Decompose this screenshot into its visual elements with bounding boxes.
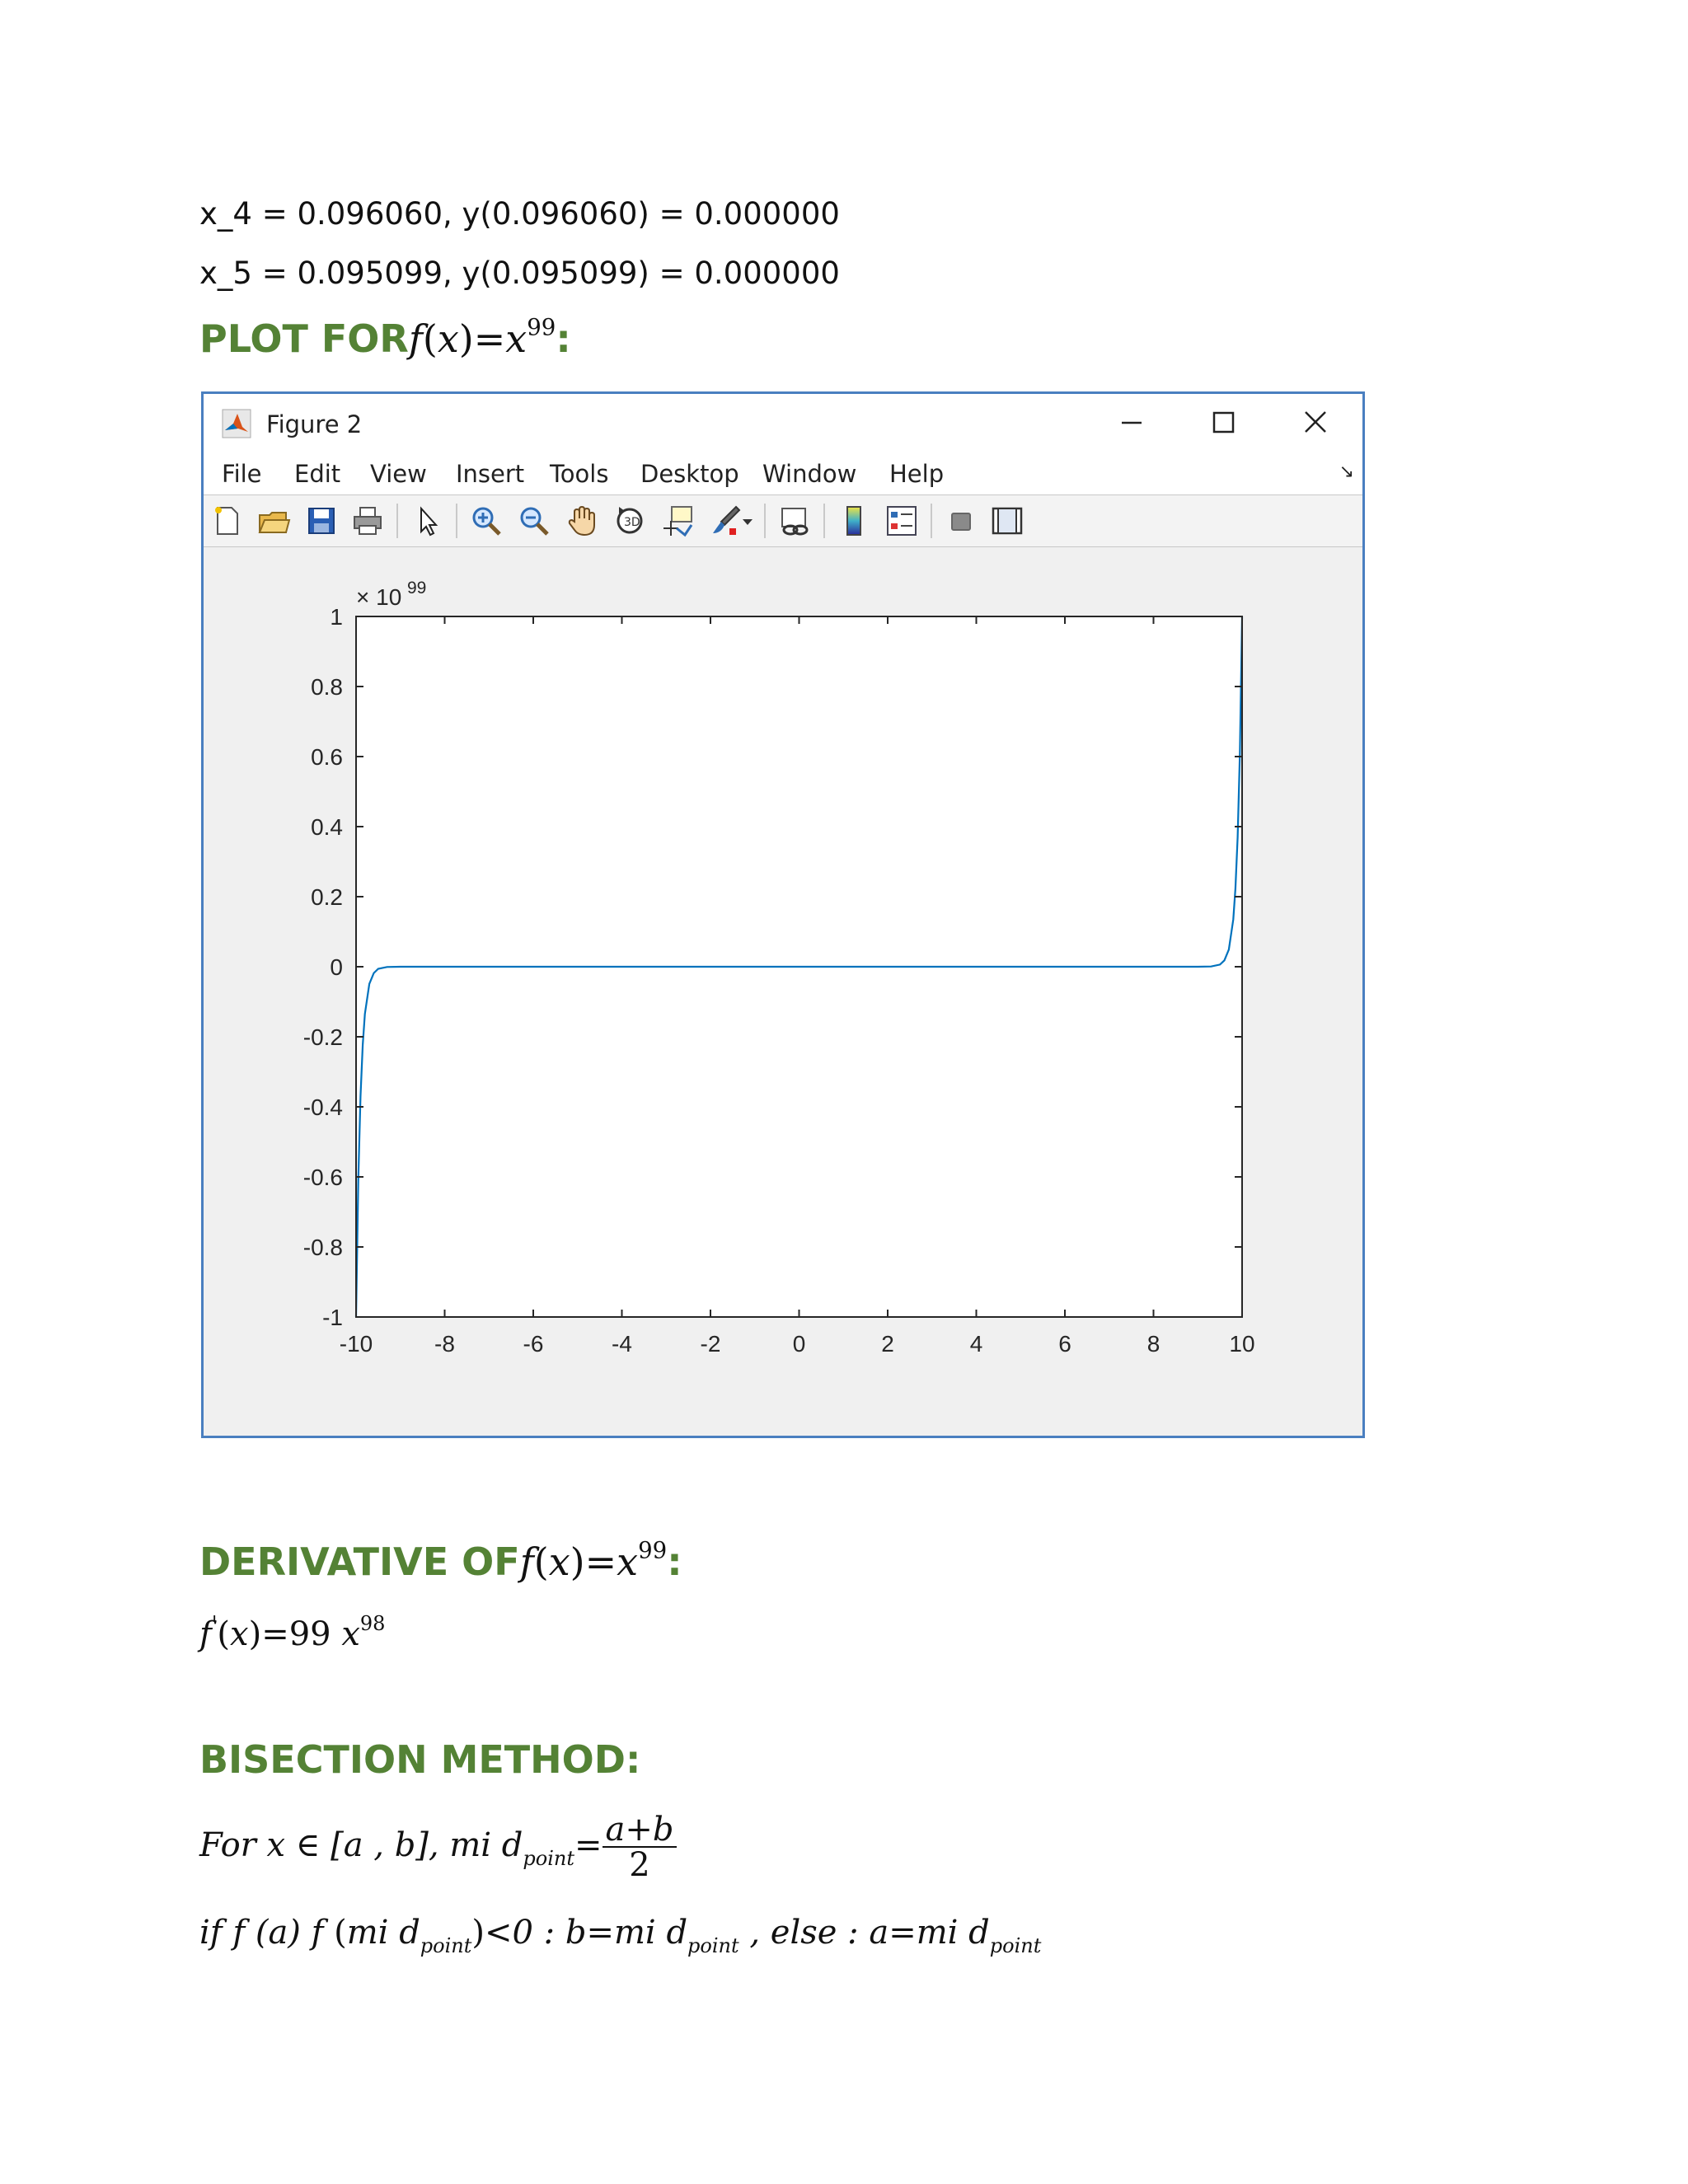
formula-base: x xyxy=(341,1615,360,1653)
pan-icon[interactable] xyxy=(565,504,599,538)
formula-eq: = xyxy=(584,1540,617,1584)
formula-var: x xyxy=(230,1615,249,1653)
formula-paren: ) xyxy=(248,1615,262,1653)
plot-heading-colon: : xyxy=(556,316,571,361)
formula-prime: ' xyxy=(211,1612,218,1635)
new-figure-icon[interactable] xyxy=(210,504,245,538)
formula-mid: mi d xyxy=(449,1826,523,1864)
formula-paren: ( xyxy=(334,1914,347,1952)
x-tick-label: -6 xyxy=(523,1331,544,1357)
formula-mid: mi d xyxy=(916,1914,990,1952)
menu-file[interactable]: File xyxy=(222,460,262,488)
toolbar-separator xyxy=(396,504,398,538)
toolbar-separator xyxy=(931,504,932,538)
x-tick-label: 4 xyxy=(969,1331,983,1357)
bisection-midpoint-formula xyxy=(199,1813,677,1882)
formula-lead: For x ∈ xyxy=(199,1826,331,1864)
open-file-icon[interactable] xyxy=(256,504,291,538)
bisection-heading: BISECTION METHOD: xyxy=(199,1737,641,1782)
derivative-formula xyxy=(199,1612,386,1653)
zoom-in-icon[interactable] xyxy=(469,504,504,538)
formula-condition: <0 : b= xyxy=(485,1914,614,1952)
formula-part: f xyxy=(300,1914,335,1952)
formula-fa: (a) xyxy=(255,1914,301,1952)
derivative-heading-colon: : xyxy=(667,1540,682,1584)
y-tick-label: 0.2 xyxy=(311,884,343,910)
y-exponent-label: × 10 xyxy=(356,584,402,610)
formula-eq: = xyxy=(574,1826,603,1864)
formula-subscript: point xyxy=(687,1933,739,1957)
formula-exponent: 98 xyxy=(359,1612,386,1635)
y-tick-label: 1 xyxy=(330,604,343,630)
y-tick-label: 0.4 xyxy=(311,814,343,840)
zoom-out-icon[interactable] xyxy=(517,504,551,538)
formula-mid: mi d xyxy=(346,1914,420,1952)
formula-func: f xyxy=(408,316,423,361)
data-cursor-icon[interactable] xyxy=(660,504,695,538)
y-tick-label: -0.2 xyxy=(302,1024,343,1050)
formula-else: , else : a= xyxy=(738,1914,917,1952)
matlab-logo-icon xyxy=(222,409,251,438)
y-tick-label: 0.8 xyxy=(311,674,343,700)
formula-sep: , xyxy=(428,1826,450,1864)
x-tick-label: 2 xyxy=(881,1331,894,1357)
formula-eq: = xyxy=(261,1615,289,1653)
formula-mid: mi d xyxy=(614,1914,688,1952)
plot-heading xyxy=(199,313,571,361)
plot-area xyxy=(204,546,1362,1436)
formula-base: x xyxy=(505,316,528,361)
maximize-icon[interactable] xyxy=(1203,404,1244,442)
window-title: Figure 2 xyxy=(266,410,363,438)
colorbar-icon[interactable] xyxy=(837,504,871,538)
formula-paren: ) xyxy=(471,1914,485,1952)
iteration-line-x5: x_5 = 0.095099, y(0.095099) = 0.000000 xyxy=(199,255,840,291)
formula-func: f xyxy=(199,1615,212,1653)
x-tick-label: -10 xyxy=(339,1331,373,1357)
legend-icon[interactable] xyxy=(884,504,919,538)
x-tick-label: 10 xyxy=(1229,1331,1255,1357)
menu-bar xyxy=(204,452,1362,494)
x-tick-label: -8 xyxy=(434,1331,455,1357)
menu-tools[interactable]: Tools xyxy=(550,460,609,488)
formula-paren: ) xyxy=(458,316,474,361)
pointer-icon[interactable] xyxy=(410,504,444,538)
formula-exponent: 99 xyxy=(527,313,556,341)
formula-part: if f xyxy=(199,1914,256,1952)
y-tick-label: -0.4 xyxy=(302,1094,343,1120)
dock-arrow-icon[interactable]: ↘ xyxy=(1339,462,1354,482)
x-tick-label: 0 xyxy=(792,1331,806,1357)
svg-text:3D: 3D xyxy=(624,516,640,529)
window-titlebar xyxy=(204,394,1362,452)
formula-base: x xyxy=(617,1540,639,1584)
menu-view[interactable]: View xyxy=(370,460,427,488)
chevron-down-icon[interactable] xyxy=(738,504,757,538)
formula-var: x xyxy=(437,316,459,361)
menu-insert[interactable]: Insert xyxy=(456,460,525,488)
fraction-numerator: a+b xyxy=(603,1813,678,1848)
formula-subscript: point xyxy=(523,1846,574,1870)
formula-subscript: point xyxy=(420,1933,472,1957)
toolbar-separator xyxy=(764,504,766,538)
iteration-line-x4: x_4 = 0.096060, y(0.096060) = 0.000000 xyxy=(199,196,840,232)
toolbar-separator xyxy=(823,504,825,538)
formula-exponent: 99 xyxy=(638,1536,668,1564)
menu-edit[interactable]: Edit xyxy=(294,460,341,488)
derivative-heading xyxy=(199,1536,682,1584)
toolbar-separator xyxy=(456,504,457,538)
formula-var: x xyxy=(548,1540,570,1584)
hide-plot-tools-icon[interactable] xyxy=(944,504,978,538)
formula-coef: 99 xyxy=(288,1615,331,1653)
x-tick-label: -4 xyxy=(612,1331,632,1357)
derivative-heading-formula xyxy=(519,1536,668,1584)
fraction-denominator: 2 xyxy=(629,1846,650,1884)
formula-paren: ( xyxy=(217,1615,231,1653)
save-icon[interactable] xyxy=(304,504,339,538)
formula-paren: ( xyxy=(422,316,438,361)
y-exponent-value: 99 xyxy=(407,579,427,598)
close-icon[interactable] xyxy=(1295,404,1336,442)
x-tick-label: 6 xyxy=(1058,1331,1071,1357)
y-tick-label: 0 xyxy=(330,954,343,980)
formula-paren: ( xyxy=(533,1540,549,1584)
menu-window[interactable]: Window xyxy=(762,460,857,488)
bisection-rule-formula xyxy=(199,1914,1042,1957)
minimize-icon[interactable] xyxy=(1110,404,1151,442)
derivative-heading-text: DERIVATIVE OF xyxy=(199,1540,520,1584)
plot-heading-formula xyxy=(408,313,556,361)
x-tick-label: 8 xyxy=(1146,1331,1160,1357)
link-plot-icon[interactable] xyxy=(777,504,812,538)
menu-desktop[interactable]: Desktop xyxy=(640,460,739,488)
formula-interval: [a , b] xyxy=(331,1826,429,1864)
menu-help[interactable]: Help xyxy=(889,460,945,488)
rotate-3d-icon[interactable] xyxy=(612,504,647,538)
formula-paren: ) xyxy=(570,1540,585,1584)
y-tick-label: 0.6 xyxy=(311,744,343,770)
y-tick-label: -0.6 xyxy=(302,1165,343,1190)
figure-window xyxy=(201,391,1365,1438)
formula-eq: = xyxy=(473,316,506,361)
x-tick-label: -2 xyxy=(700,1331,721,1357)
y-tick-label: -0.8 xyxy=(302,1235,343,1260)
show-plot-tools-icon[interactable] xyxy=(990,504,1025,538)
formula-func: f xyxy=(519,1540,534,1584)
formula-fraction xyxy=(603,1813,678,1882)
y-tick-label: -1 xyxy=(322,1305,343,1330)
figure-toolbar xyxy=(204,494,1362,547)
print-icon[interactable] xyxy=(350,504,385,538)
plot-heading-text: PLOT FOR xyxy=(199,316,409,361)
formula-subscript: point xyxy=(989,1933,1042,1957)
